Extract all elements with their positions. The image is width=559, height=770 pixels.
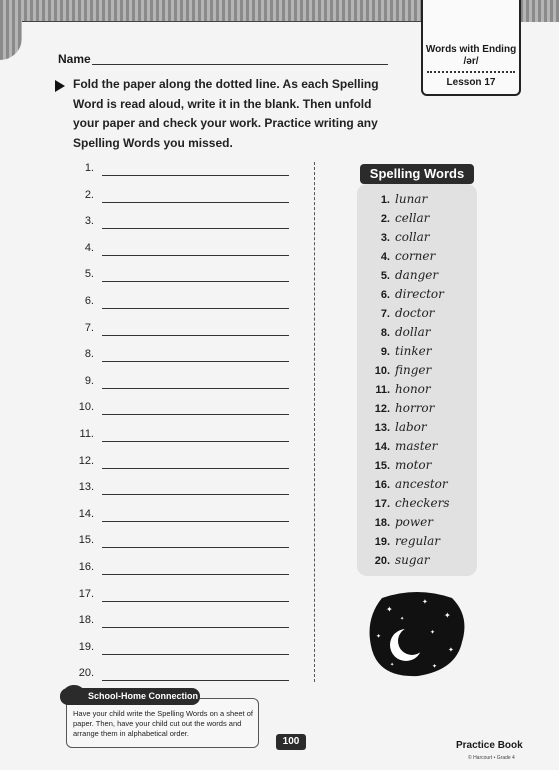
spelling-word-number: 6. [380,289,390,301]
spelling-word: horror [395,401,435,415]
answer-row [62,481,292,501]
answer-row [62,268,292,288]
spelling-word: director [395,287,444,301]
spelling-word: ancestor [395,477,448,491]
spelling-word-number: 4. [380,251,390,263]
svg-text:✦: ✦ [448,646,454,654]
lesson-number: Lesson 17 [446,77,496,88]
lesson-title-line1: Words with Ending [425,44,517,55]
copyright-text: © Harcourt • Grade 4 [468,755,515,761]
svg-text:✦: ✦ [376,633,382,640]
spelling-word-number: 18. [374,517,390,529]
instructions-text: Fold the paper along the dotted line. As each Spelling Word is read aloud, write it in the blank. Then unfold your paper and check your work. Practice writing any Spelling Words you missed. [73,77,379,150]
spelling-word-item [366,230,476,248]
answer-blank[interactable] [102,601,289,602]
spelling-word-number: 13. [374,422,390,434]
spelling-word-number: 8. [380,327,390,339]
spelling-word-number: 3. [380,232,390,244]
answer-blank[interactable] [102,281,289,282]
spelling-word-item [366,306,476,324]
answer-blank[interactable] [102,494,289,495]
answer-blank[interactable] [102,441,289,442]
spelling-word-number: 7. [380,308,390,320]
spelling-word-item [366,458,476,476]
spelling-word-item [366,515,476,533]
spelling-word: cellar [395,211,430,225]
spelling-word: danger [395,268,439,282]
answer-row [62,561,292,581]
answer-row [62,667,292,687]
spelling-word-number: 14. [374,441,390,453]
spelling-word-item [366,287,476,305]
name-field[interactable] [92,64,388,65]
spelling-word-number: 9. [380,346,390,358]
spelling-word-item [366,401,476,419]
spelling-word-item [366,420,476,438]
answer-number: 5. [84,268,94,281]
answer-blank[interactable] [102,654,289,655]
spelling-word-number: 15. [374,460,390,472]
spelling-word: honor [395,382,431,396]
answer-number: 15. [78,534,94,547]
answer-number: 17. [78,587,94,600]
answer-number: 11. [79,428,94,440]
answer-blank[interactable] [102,547,289,548]
moon-and-stars-illustration [366,590,468,678]
spelling-word-item [366,325,476,343]
spelling-word: doctor [395,306,435,320]
fold-dotted-line [314,162,315,682]
top-stripe-bar [0,0,430,22]
spelling-word-number: 5. [380,270,390,282]
lesson-title [423,44,519,68]
school-home-text: Have your child write the Spelling Words on a sheet of paper. Then, have your child cut out the words and arrange them in alphabetical order. [73,709,253,738]
answer-blank[interactable] [102,574,289,575]
left-stripe-corner [0,0,22,60]
name-label: Name [58,52,91,66]
answer-number: 4. [84,241,94,254]
answer-number: 12. [78,454,94,467]
answer-row [62,162,292,182]
answer-row [62,348,292,368]
answer-blank[interactable] [102,680,289,681]
page-number: 100 [276,734,306,750]
spelling-word-item [366,192,476,210]
spelling-word-number: 11. [375,384,390,396]
answer-number: 9. [84,374,94,387]
answer-row [62,534,292,554]
answer-blank[interactable] [102,175,289,176]
spelling-word: finger [395,363,432,377]
answer-number: 1. [84,162,94,174]
answer-row [62,401,292,421]
answer-number: 6. [84,295,94,307]
answer-row [62,508,292,528]
answer-row [62,614,292,634]
spelling-words-title: Spelling Words [360,164,474,184]
spelling-word: dollar [395,325,431,339]
answer-number: 3. [84,215,94,228]
spelling-word: motor [395,458,432,472]
answer-number: 10. [78,401,94,414]
answer-blank[interactable] [102,255,289,256]
spelling-word-item [366,534,476,552]
spelling-word-number: 16. [374,479,390,491]
spelling-word-item [366,439,476,457]
answer-row [62,242,292,262]
corner-curve [22,22,62,62]
answer-row [62,215,292,235]
answer-number: 8. [84,348,94,361]
answer-number: 14. [78,507,94,520]
answer-blank[interactable] [102,202,289,203]
answer-blank[interactable] [102,414,289,415]
answer-row [62,588,292,608]
answer-blank[interactable] [102,521,289,522]
svg-text:✦: ✦ [386,605,393,614]
spelling-word-item [366,496,476,514]
lesson-title-line2: /ər/ [463,56,479,67]
spelling-word: lunar [395,192,428,206]
spelling-word-number: 1. [380,194,390,206]
spelling-word: corner [395,249,436,263]
svg-text:✦: ✦ [444,611,451,620]
spelling-word-item [366,363,476,381]
answer-blank[interactable] [102,361,289,362]
answer-number: 13. [78,481,94,494]
answer-number: 7. [84,321,94,334]
spelling-word-number: 17. [374,498,390,510]
spelling-word-number: 19. [374,536,390,548]
spelling-word-number: 2. [380,213,390,225]
answer-blank[interactable] [102,228,289,229]
answer-number: 2. [84,188,94,201]
svg-text:✦: ✦ [400,616,405,622]
top-stripe-bar-right [520,0,559,22]
answer-blank[interactable] [102,388,289,389]
spelling-word: tinker [395,344,432,358]
spelling-word: master [395,439,438,453]
answer-row [62,455,292,475]
answer-blank[interactable] [102,627,289,628]
answer-number: 16. [78,561,94,573]
school-home-title: School-Home Connection [60,688,200,705]
svg-text:✦: ✦ [432,663,438,670]
answer-row [62,189,292,209]
svg-text:✦: ✦ [430,629,436,636]
lesson-divider [427,71,515,73]
answer-row [62,428,292,448]
spelling-word-item [366,344,476,362]
spelling-word-item [366,477,476,495]
spelling-word: power [395,515,434,529]
arrow-bullet-icon [55,80,65,92]
answer-number: 18. [78,614,94,627]
practice-book-label: Practice Book [456,740,523,751]
spelling-word-item [366,553,476,571]
spelling-word-number: 10. [374,365,390,377]
answer-blank[interactable] [102,335,289,336]
spelling-word: sugar [395,553,430,567]
spelling-word-number: 12. [374,403,390,415]
answer-row [62,295,292,315]
answer-blank[interactable] [102,308,289,309]
answer-row [62,322,292,342]
spelling-word: collar [395,230,430,244]
spelling-word-item [366,211,476,229]
spelling-word: regular [395,534,440,548]
svg-text:✦: ✦ [390,662,395,668]
svg-text:✦: ✦ [422,598,428,606]
answer-row [62,375,292,395]
answer-number: 19. [78,640,94,653]
spelling-word-item [366,382,476,400]
answer-number: 20. [78,667,94,680]
answer-row [62,641,292,661]
spelling-word-item [366,249,476,267]
spelling-word-number: 20. [374,555,390,567]
spelling-word: labor [395,420,427,434]
spelling-word-item [366,268,476,286]
spelling-word: checkers [395,496,450,510]
answer-blank[interactable] [102,468,289,469]
